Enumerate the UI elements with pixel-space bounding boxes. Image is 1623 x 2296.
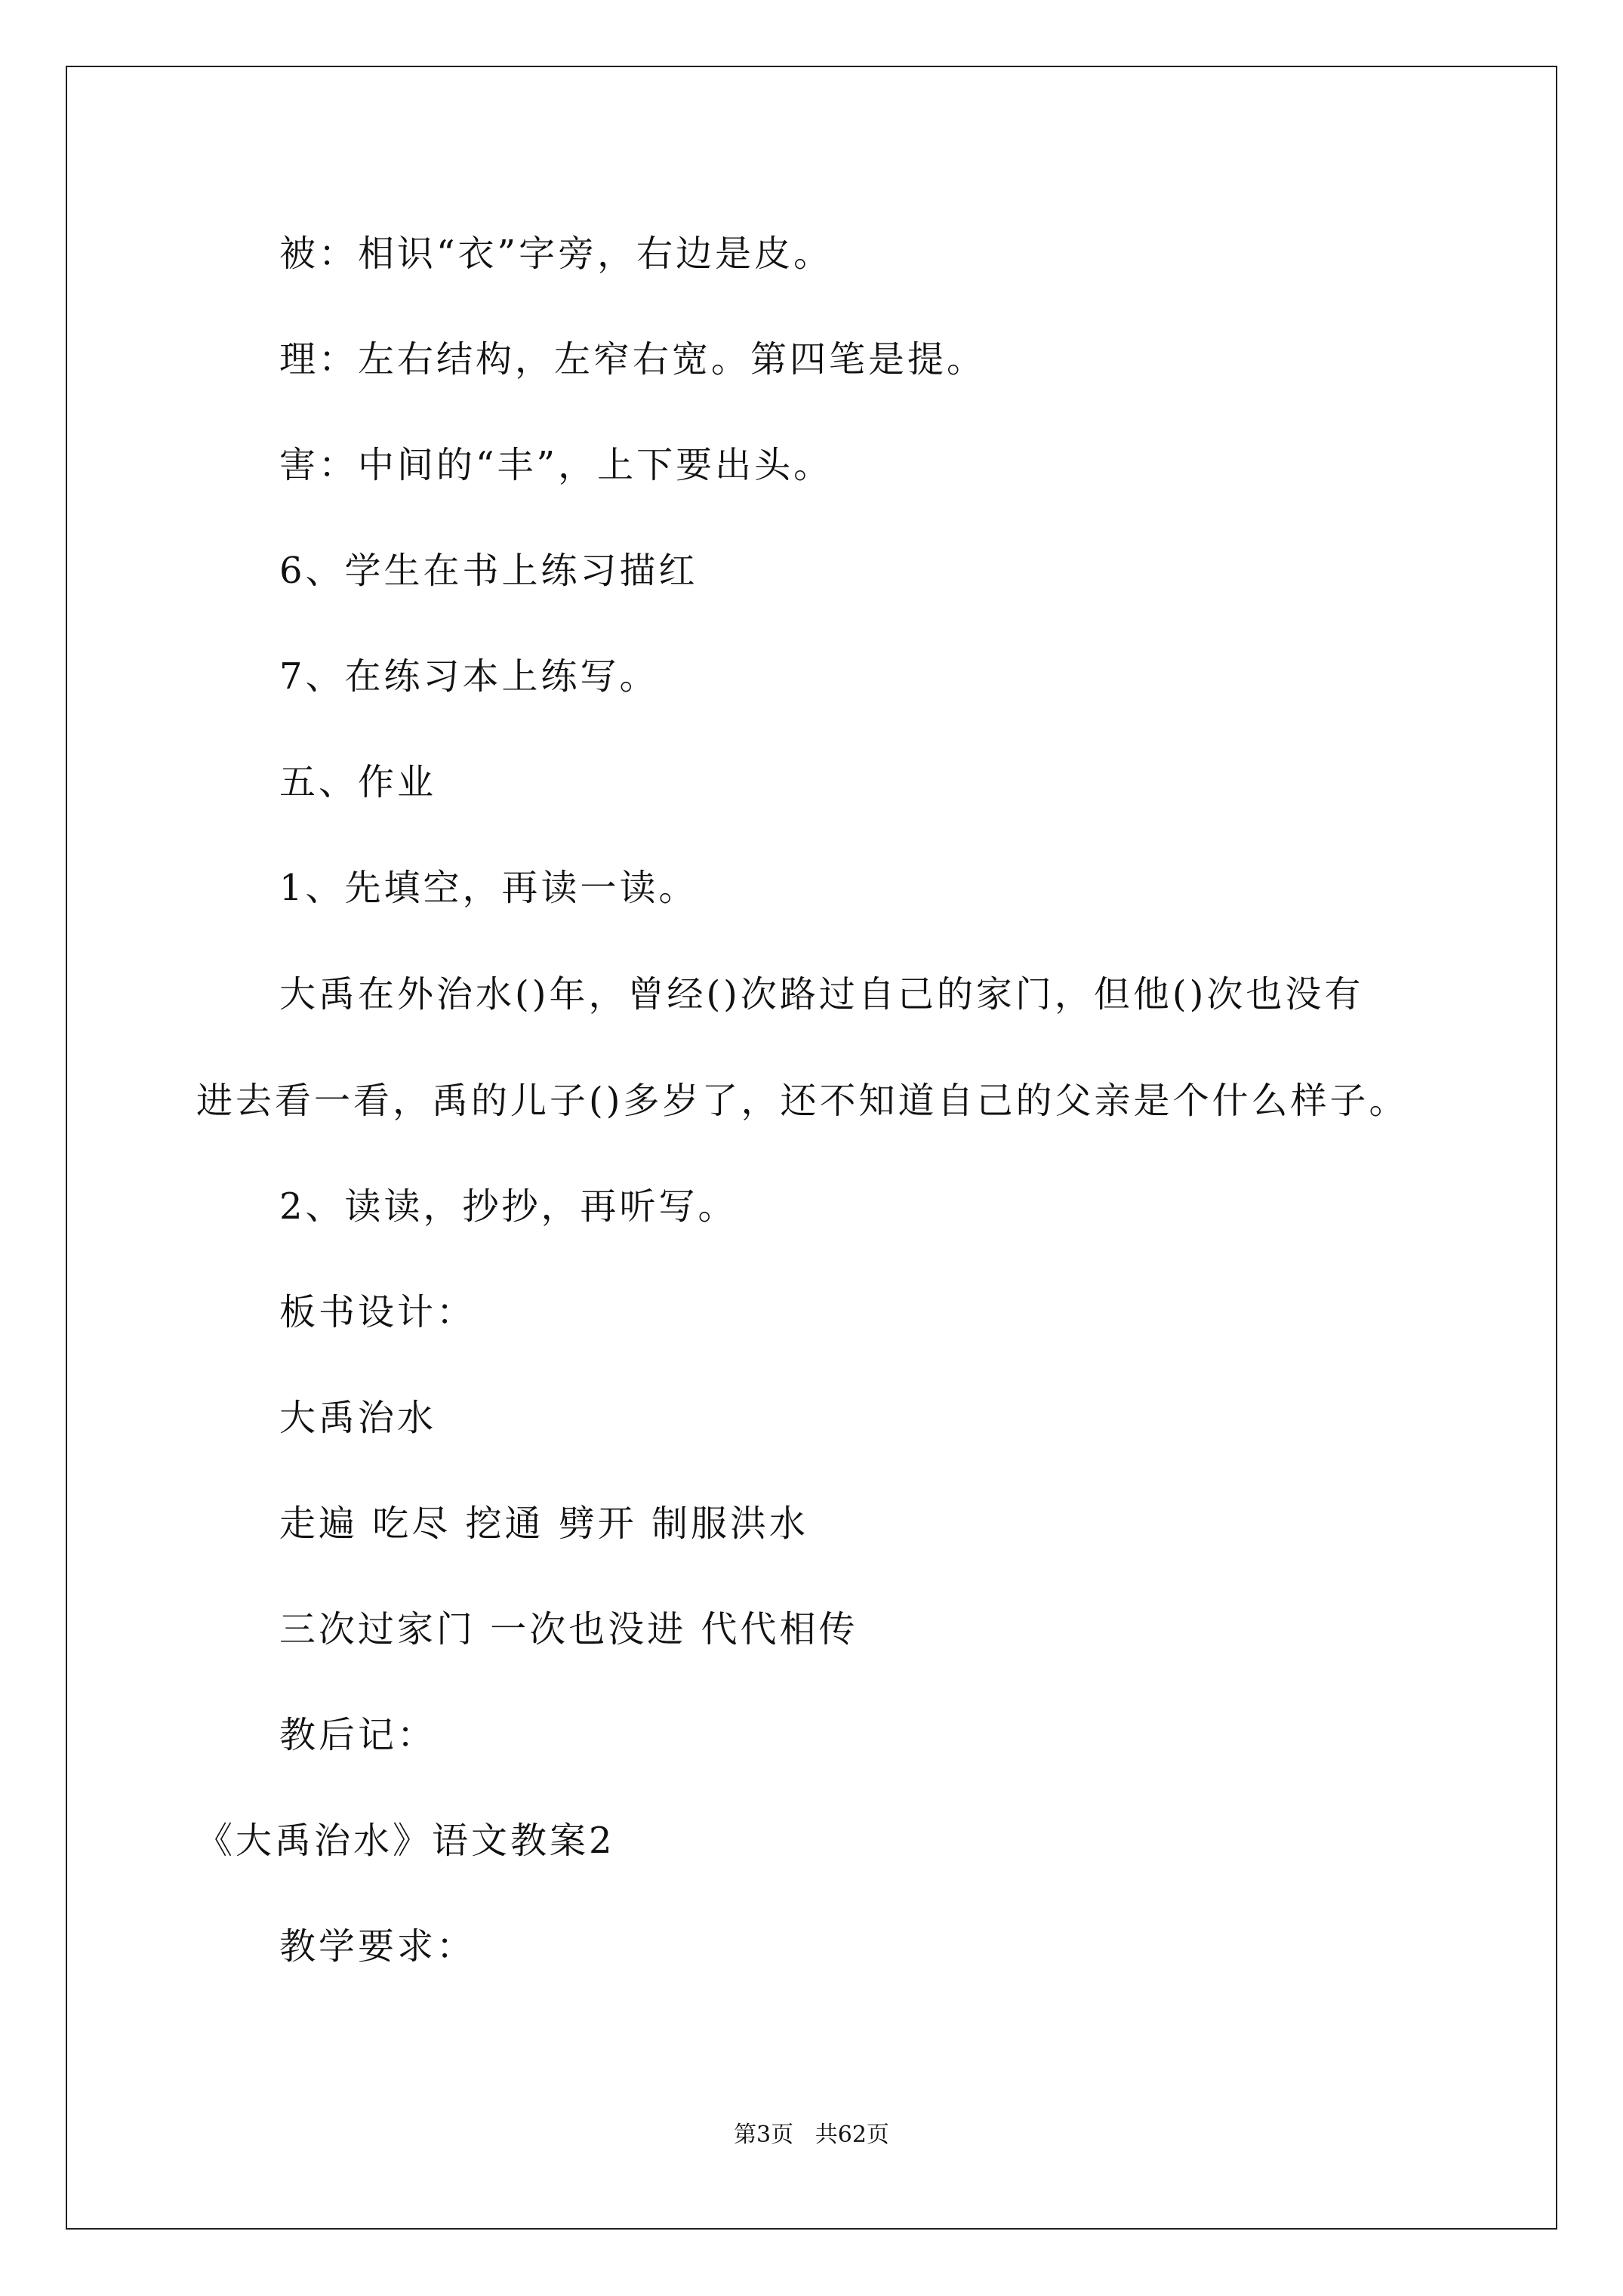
document-title-line: 《大禹治水》语文教案2 [196, 1820, 615, 1862]
text-line-7: 1、先填空，再读一读。 [279, 867, 698, 909]
text-line-17: 教学要求： [279, 1925, 476, 1968]
text-line-3: 害：中间的“丰”，上下要出头。 [279, 444, 833, 486]
text-line-5: 7、在练习本上练写。 [279, 655, 659, 698]
page-number-footer: 第3页 共62页 [734, 2122, 889, 2148]
page-border [66, 66, 1557, 2230]
text-line-12: 大禹治水 [279, 1397, 437, 1439]
text-line-13: 走遍 吃尽 挖通 劈开 制服洪水 [279, 1502, 809, 1545]
text-line-14: 三次过家门 一次也没进 代代相传 [279, 1608, 858, 1650]
section-heading-homework: 五、作业 [279, 761, 437, 803]
text-line-15: 教后记： [279, 1714, 437, 1756]
text-line-1: 被：相识“衣”字旁，右边是皮。 [279, 233, 833, 275]
text-line-8: 大禹在外治水()年，曾经()次路过自己的家门，但他()次也没有 [279, 973, 1364, 1015]
text-line-2: 理：左右结构，左窄右宽。第四笔是提。 [279, 338, 987, 381]
text-line-4: 6、学生在书上练习描红 [279, 550, 698, 592]
text-line-11: 板书设计： [279, 1291, 476, 1333]
text-line-9: 进去看一看，禹的儿子()多岁了，还不知道自己的父亲是个什么样子。 [196, 1080, 1409, 1122]
text-line-10: 2、读读，抄抄，再听写。 [279, 1185, 738, 1228]
